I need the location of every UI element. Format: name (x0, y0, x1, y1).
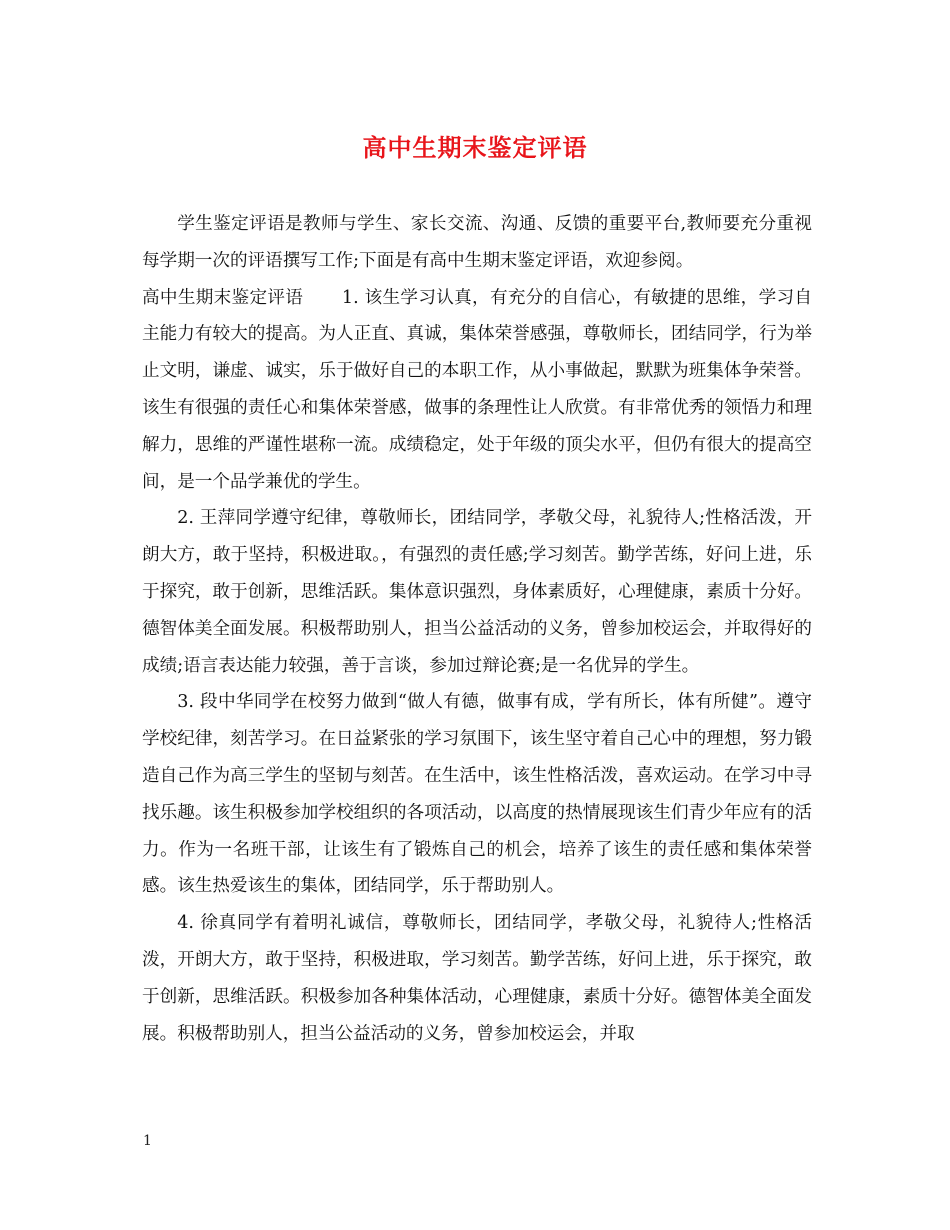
comment-paragraph-3: 3. 段中华同学在校努力做到“做人有德，做事有成，学有所长，体有所健”。遵守学校纪律，刻苦学习。在日益紧张的学习氛围下，该生坚守着自己心中的理想，努力锻造自己作为高三学生的坚韧与刻苦。在生活中，该生性格活泼，喜欢运动。在学习中寻找乐趣。该生积极参加学校组织的各项活动，以高度的热情展现该生们青少年应有的活力。作为一名班干部，让该生有了锻炼自己的机会，培养了该生的责任感和集体荣誉感。该生热爱该生的集体，团结同学，乐于帮助别人。 (142, 692, 812, 897)
document-body (142, 206, 812, 1052)
page-title: 高中生期末鉴定评语 (362, 133, 588, 162)
comment-paragraph-2: 2. 王萍同学遵守纪律，尊敬师长，团结同学，孝敬父母，礼貌待人;性格活泼，开朗大方，敢于坚持，积极进取。，有强烈的责任感;学习刻苦。勤学苦练，好问上进，乐于探究，敢于创新，思维活跃。集体意识强烈，身体素质好，心理健康，素质十分好。德智体美全面发展。积极帮助别人，担当公益活动的义务，曾参加校运会，并取得好的成绩;语言表达能力较强，善于言谈，参加过辩论赛;是一名优异的学生。 (142, 508, 812, 676)
page-number: 1 (143, 1133, 152, 1149)
intro-paragraph: 学生鉴定评语是教师与学生、家长交流、沟通、反馈的重要平台,教师要充分重视每学期一次的评语撰写工作;下面是有高中生期末鉴定评语，欢迎参阅。 (142, 214, 812, 271)
comment-text-1: 1. 该生学习认真，有充分的自信心，有敏捷的思维，学习自主能力有较大的提高。为人正直、真诚，集体荣誉感强，尊敬师长，团结同学，行为举止文明，谦虚、诚实，乐于做好自己的本职工作，从小事做起，默默为班集体争荣誉。该生有很强的责任心和集体荣誉感，做事的条理性让人欣赏。有非常优秀的领悟力和理解力，思维的严谨性堪称一流。成绩稳定，处于年级的顶尖水平，但仍有很大的提高空间，是一个品学兼优的学生。 (142, 287, 812, 492)
comment-paragraph-4: 4. 徐真同学有着明礼诚信，尊敬师长，团结同学，孝敬父母，礼貌待人;性格活泼，开朗大方，敢于坚持，积极进取，学习刻苦。勤学苦练，好问上进，乐于探究，敢于创新，思维活跃。积极参加各种集体活动，心理健康，素质十分好。德智体美全面发展。积极帮助别人，担当公益活动的义务，曾参加校运会，并取 (142, 913, 812, 1044)
section-heading: 高中生期末鉴定评语 (142, 287, 304, 308)
comment-paragraph-1 (142, 280, 812, 501)
